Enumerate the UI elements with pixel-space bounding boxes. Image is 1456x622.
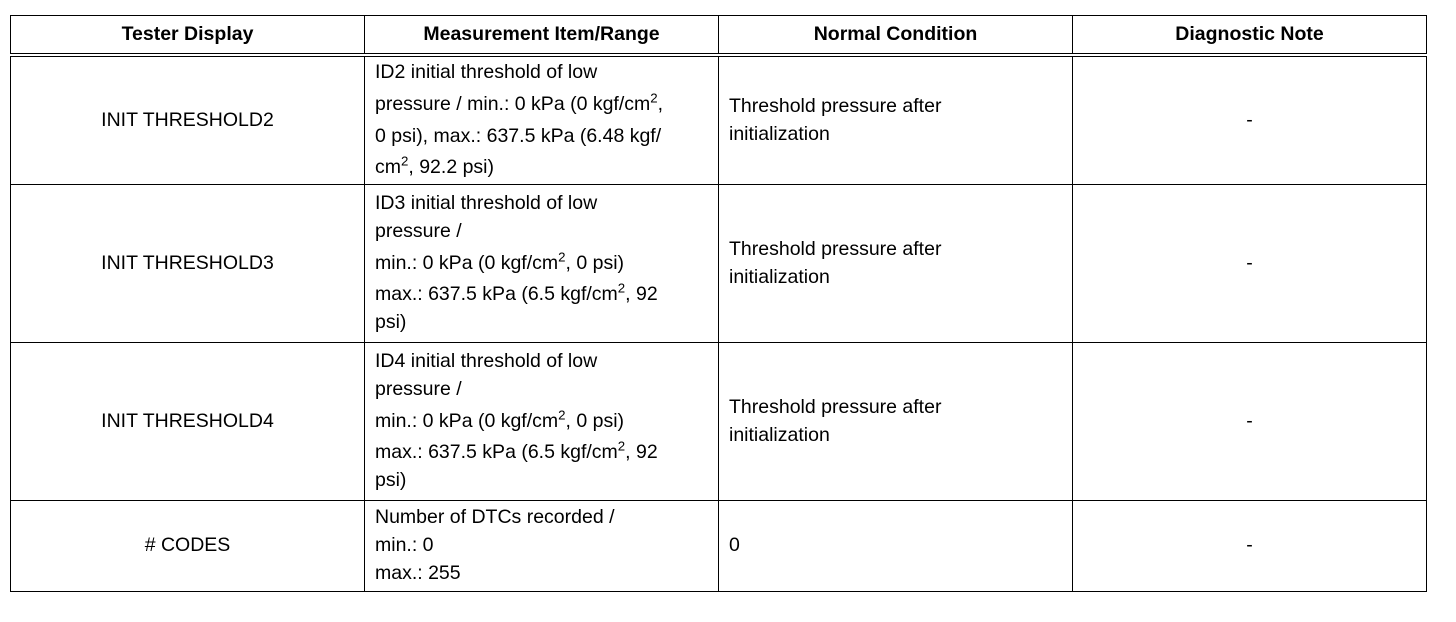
header-row — [11, 16, 1427, 56]
measurement-text: max.: 637.5 kPa (6.5 kgf/cm — [375, 441, 618, 464]
measurement-line: ID2 initial threshold of low — [375, 61, 598, 84]
normal-condition-line: Threshold pressure after — [729, 395, 942, 418]
header-normal-condition: Normal Condition — [719, 16, 1073, 56]
measurement-text: max.: 637.5 kPa (6.5 kgf/cm — [375, 283, 618, 306]
measurement-line — [375, 152, 708, 184]
table-row — [11, 185, 1427, 343]
tester-display-cell: INIT THRESHOLD2 — [11, 55, 365, 185]
tester-display-cell: INIT THRESHOLD4 — [11, 343, 365, 501]
normal-condition-cell — [719, 55, 1073, 185]
measurement-line: min.: 0 — [375, 534, 434, 557]
measurement-text: min.: 0 kPa (0 kgf/cm — [375, 251, 559, 274]
superscript: 2 — [558, 407, 566, 423]
diagnostic-note-cell: - — [1073, 343, 1427, 501]
measurement-line — [375, 89, 708, 121]
measurement-line: ID3 initial threshold of low — [375, 192, 598, 215]
measurement-text: , 92.2 psi) — [408, 156, 495, 179]
tester-display-cell: INIT THRESHOLD3 — [11, 185, 365, 343]
superscript: 2 — [617, 438, 626, 454]
measurement-line — [375, 250, 708, 278]
measurement-cell — [365, 185, 719, 343]
normal-condition-line: initialization — [729, 423, 830, 446]
normal-condition-cell — [719, 501, 1073, 592]
diagnostic-note-cell: - — [1073, 185, 1427, 343]
superscript: 2 — [650, 90, 658, 106]
normal-condition-line: initialization — [729, 122, 830, 145]
measurement-text: min.: 0 kPa (0 kgf/cm — [375, 409, 559, 432]
normal-condition-line: Threshold pressure after — [729, 94, 942, 117]
measurement-text: cm — [375, 156, 401, 179]
measurement-line: pressure / — [375, 377, 462, 400]
tester-display-cell: # CODES — [11, 501, 365, 592]
superscript: 2 — [558, 249, 566, 265]
measurement-cell — [365, 343, 719, 501]
measurement-line: max.: 255 — [375, 561, 461, 584]
header-tester-display: Tester Display — [11, 16, 365, 56]
measurement-text: pressure / min.: 0 kPa (0 kgf/cm — [375, 92, 651, 115]
measurement-text: , 0 psi) — [565, 251, 625, 274]
table-row — [11, 55, 1427, 185]
measurement-line: psi) — [375, 469, 407, 492]
measurement-text: , 0 psi) — [565, 409, 625, 432]
measurement-text: , 92 — [625, 441, 658, 464]
measurement-cell — [365, 55, 719, 185]
measurement-line: Number of DTCs recorded / — [375, 506, 615, 529]
normal-condition-cell — [719, 185, 1073, 343]
measurement-line: pressure / — [375, 219, 462, 242]
superscript: 2 — [401, 153, 409, 169]
diagnostic-note-cell: - — [1073, 501, 1427, 592]
table-row — [11, 501, 1427, 592]
superscript: 2 — [617, 280, 626, 296]
header-diagnostic-note: Diagnostic Note — [1073, 16, 1427, 56]
measurement-line — [375, 408, 708, 436]
normal-condition-line: 0 — [729, 534, 740, 557]
diagnostic-note-cell: - — [1073, 55, 1427, 185]
measurement-cell — [365, 501, 719, 592]
measurement-line: psi) — [375, 311, 407, 334]
normal-condition-line: initialization — [729, 265, 830, 288]
normal-condition-cell — [719, 343, 1073, 501]
measurement-text: , 92 — [625, 283, 658, 306]
measurement-line: ID4 initial threshold of low — [375, 350, 598, 373]
data-list-table — [10, 15, 1427, 592]
table-row — [11, 343, 1427, 501]
measurement-line — [375, 439, 708, 467]
measurement-line — [375, 281, 708, 309]
measurement-line: 0 psi), max.: 637.5 kPa (6.48 kgf/ — [375, 124, 662, 147]
measurement-text: , — [657, 92, 664, 115]
header-measurement-item-range: Measurement Item/Range — [365, 16, 719, 56]
normal-condition-line: Threshold pressure after — [729, 237, 942, 260]
